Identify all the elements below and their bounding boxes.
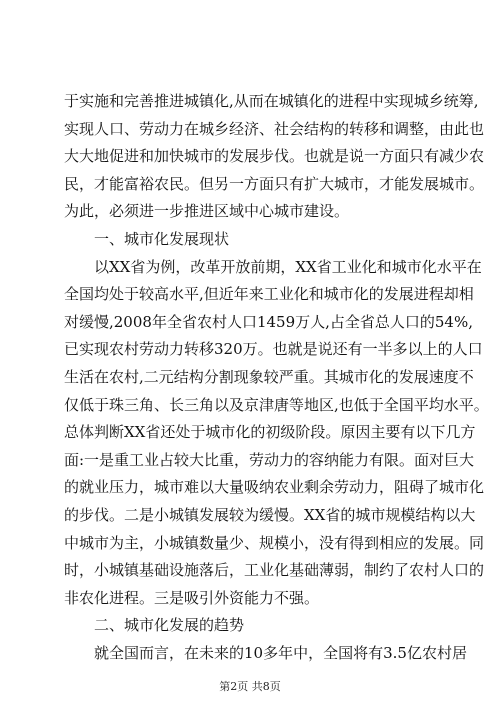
page-footer: 第2页 共8页 bbox=[219, 680, 281, 693]
section-heading: 二、城市化发展的趋势 bbox=[94, 616, 245, 634]
paragraph-line: 仅低于珠三角、长三角以及京津唐等地区,也低于全国平均水平。 bbox=[64, 396, 489, 414]
paragraph-line: 以XX省为例，改革开放前期，XX省工业化和城市化水平在 bbox=[94, 258, 482, 276]
paragraph-line: 面:一是重工业占较大比重，劳动力的容纳能力有限。面对巨大 bbox=[64, 451, 475, 469]
paragraph-line: 的步伐。二是小城镇发展较为缓慢。XX省的城市规模结构以大 bbox=[64, 506, 476, 524]
paragraph-line: 对缓慢,2008年全省农村人口1459万人,占全省总人口的54%, bbox=[64, 313, 473, 331]
paragraph-line: 中城市为主，小城镇数量少、规模小，没有得到相应的发展。同 bbox=[64, 534, 485, 552]
paragraph-line: 生活在农村,二元结构分割现象较严重。其城市化的发展速度不 bbox=[64, 368, 474, 386]
paragraph-line: 于实施和完善推进城镇化,从而在城镇化的进程中实现城乡统筹, bbox=[64, 92, 479, 110]
paragraph-line: 已实现农村劳动力转移320万。也就是说还有一半多以上的人口 bbox=[64, 340, 483, 358]
section-heading: 一、城市化发展现状 bbox=[94, 230, 230, 248]
paragraph-line: 总体判断XX省还处于城市化的初级阶段。原因主要有以下几方 bbox=[64, 423, 476, 441]
paragraph-line: 民，才能富裕农民。但另一方面只有扩大城市，才能发展城市。 bbox=[64, 175, 485, 193]
paragraph-line: 全国均处于较高水平,但近年来工业化和城市化的发展进程却相 bbox=[64, 285, 474, 303]
paragraph-line: 非农化进程。三是吸引外资能力不强。 bbox=[64, 589, 320, 607]
paragraph-line: 为此，必须进一步推进区域中心城市建设。 bbox=[64, 202, 350, 220]
paragraph-line: 就全国而言，在未来的10多年中，全国将有3.5亿农村居 bbox=[94, 644, 467, 662]
paragraph-line: 的就业压力，城市难以大量吸纳农业剩余劳动力，阻碍了城市化 bbox=[64, 478, 485, 496]
paragraph-line: 实现人口、劳动力在城乡经济、社会结构的转移和调整，由此也 bbox=[64, 120, 485, 138]
paragraph-line: 大大地促进和加快城市的发展步伐。也就是说一方面只有减少农 bbox=[64, 147, 485, 165]
paragraph-line: 时，小城镇基础设施落后，工业化基础薄弱，制约了农村人口的 bbox=[64, 561, 485, 579]
